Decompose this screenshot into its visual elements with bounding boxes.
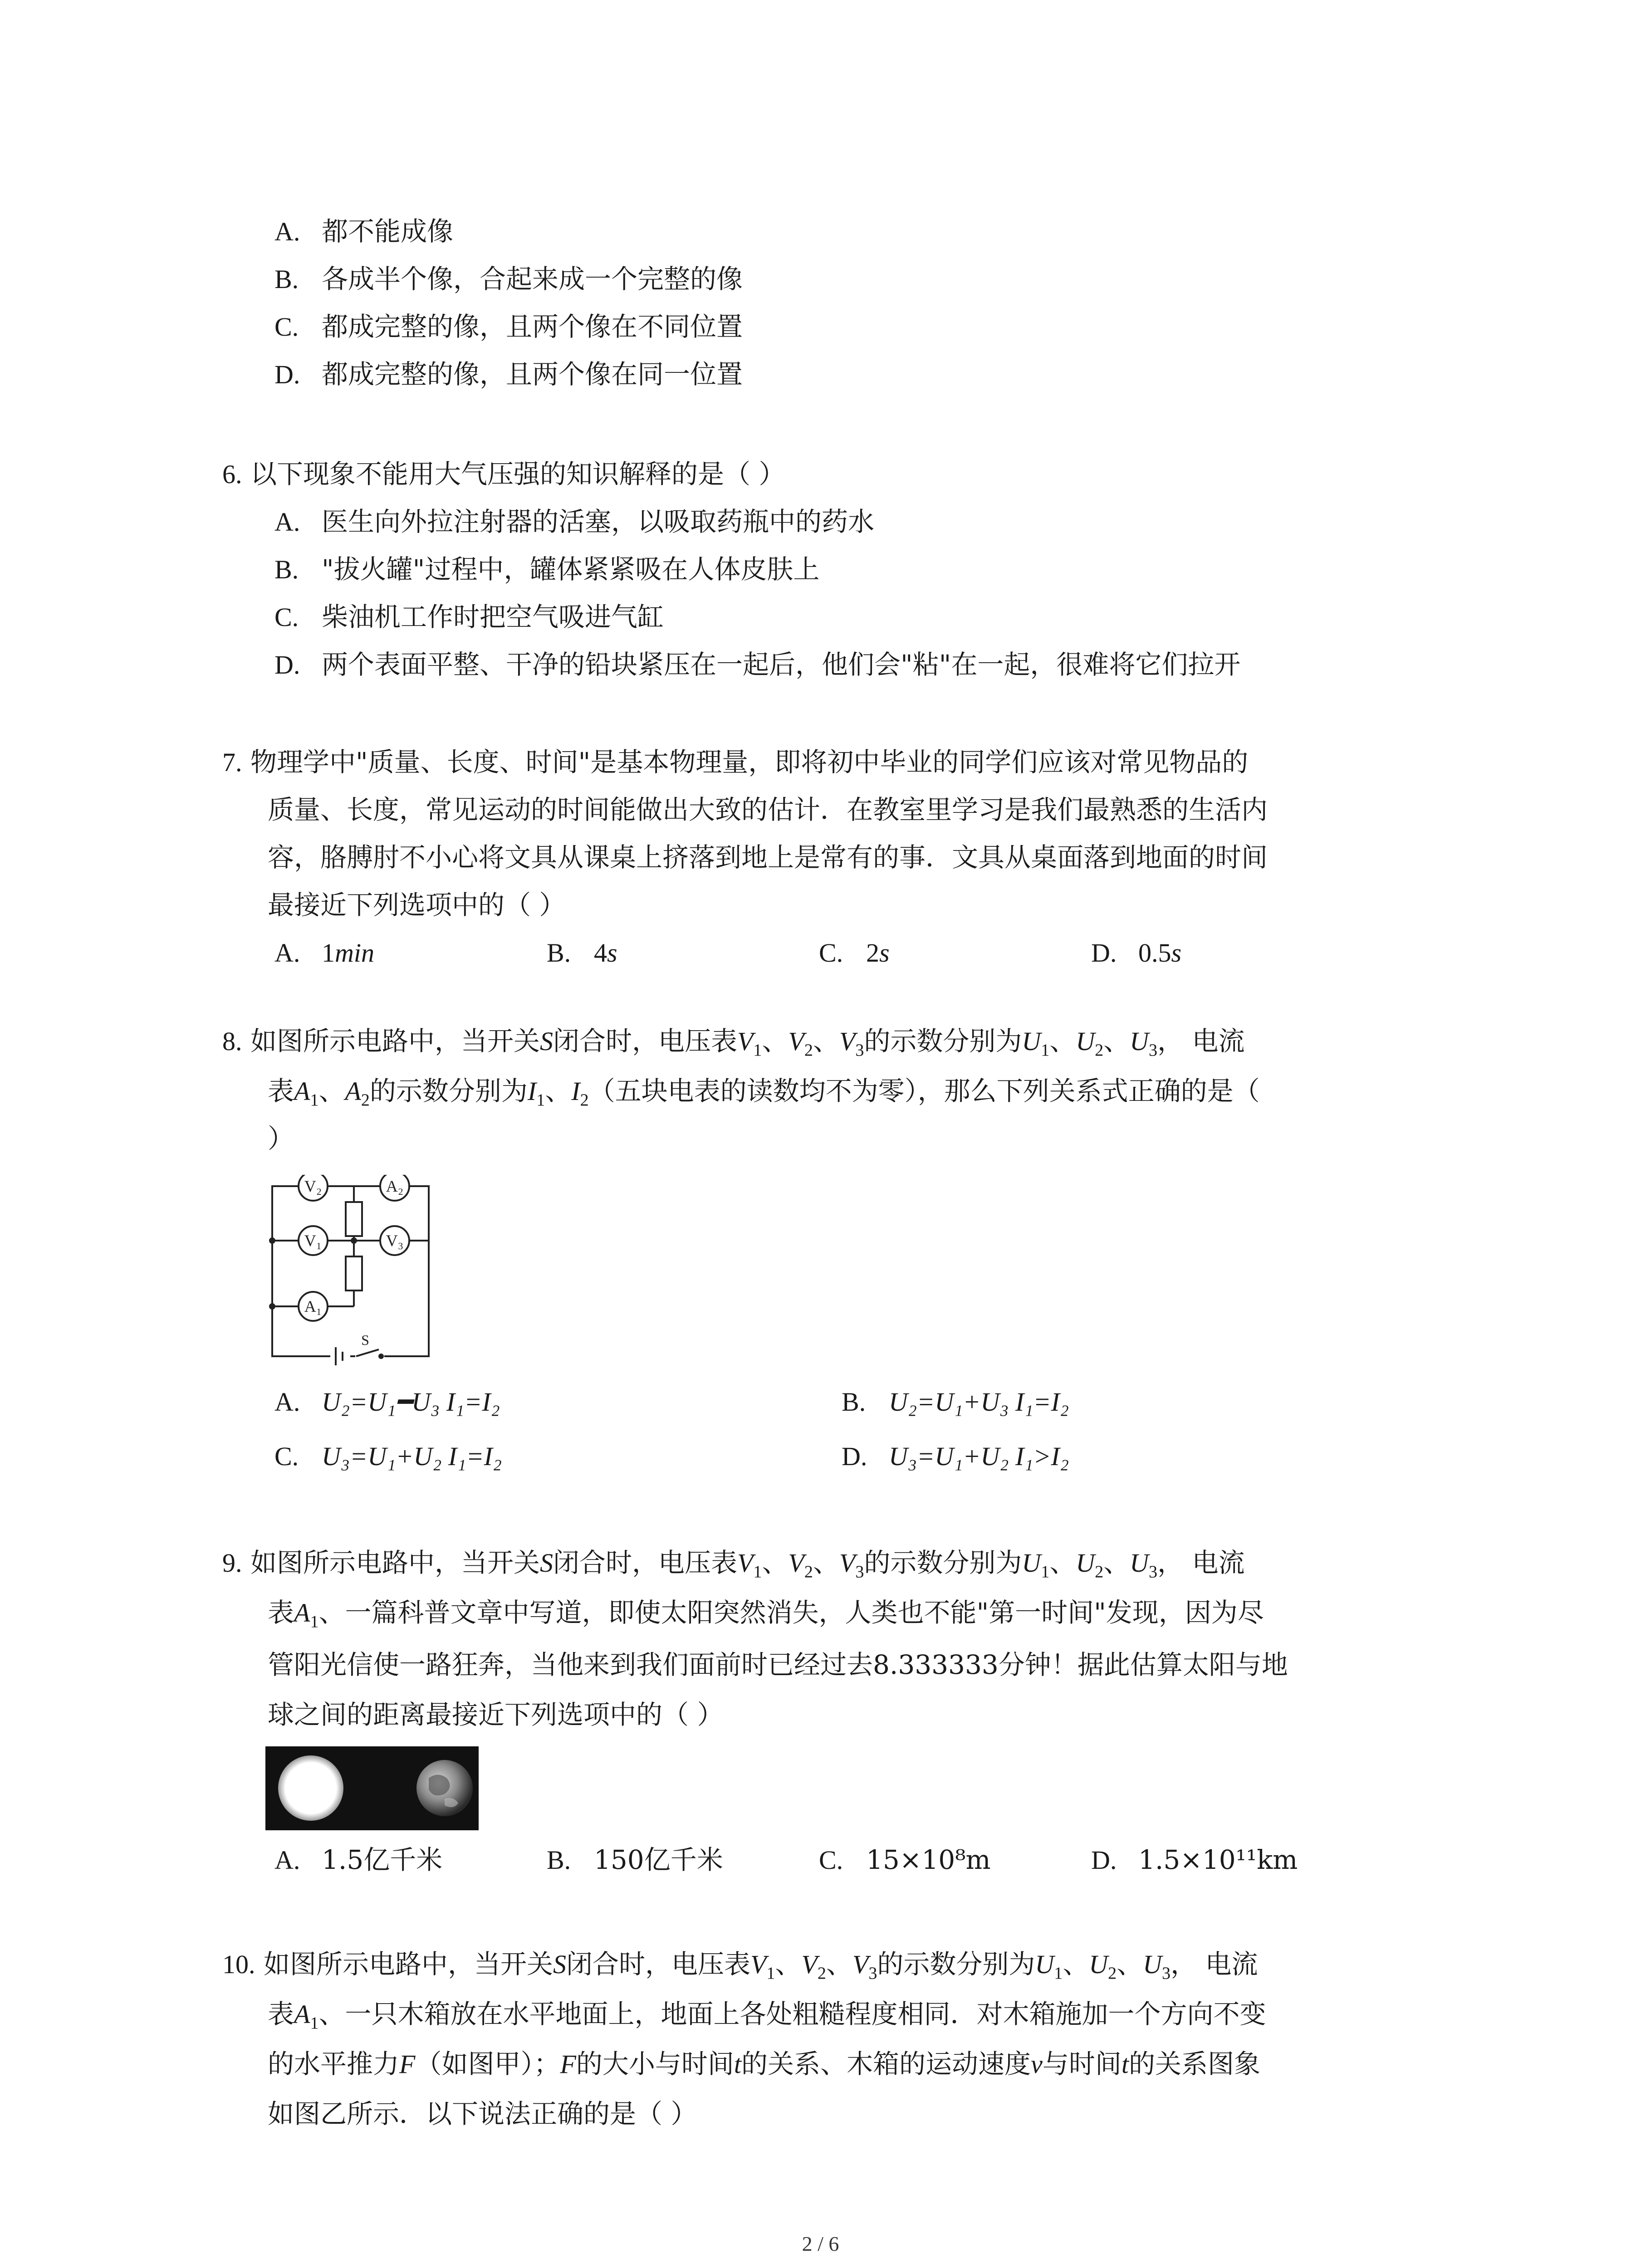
- q7-stem-line4: 最接近下列选项中的（ ）: [268, 890, 566, 920]
- q8-stem-line1: 8. 如图所示电路中，当开关S闭合时，电压表$V_1$、$V_2$、$V_3$的示数分别为$U_1$、$U_2$、$U_3$， 电流: [222, 1026, 1245, 1060]
- q10-stem-line1: 10. 如图所示电路中，当开关S闭合时，电压表$V_1$、$V_2$、$V_3$的示数分别为$U_1$、$U_2$、$U_3$， 电流: [222, 1949, 1258, 1983]
- v1-label: V₁: [304, 1232, 322, 1250]
- q9-option-b: B. 150亿千米: [547, 1844, 723, 1875]
- q6-option-c: C. 柴油机工作时把空气吸进气缸: [274, 601, 664, 632]
- q6-stem: 6. 以下现象不能用大气压强的知识解释的是（ ）: [222, 459, 785, 489]
- q5-option-c: C. 都成完整的像，且两个像在不同位置: [274, 311, 743, 342]
- page-number: 2 / 6: [802, 2232, 839, 2255]
- q7-option-a: A. 1min: [274, 938, 374, 968]
- sun-icon: [278, 1755, 343, 1821]
- v3-label: V₃: [386, 1232, 404, 1250]
- q7-option-c: C. 2s: [819, 938, 890, 968]
- q6-option-a: A. 医生向外拉注射器的活塞，以吸取药瓶中的药水: [274, 506, 875, 537]
- q7-stem-line1: 7. 物理学中"质量、长度、时间"是基本物理量，即将初中毕业的同学们应该对常见物品的: [222, 747, 1249, 777]
- q9-stem-line3: 管阳光信使一路狂奔，当他来到我们面前时已经过去8.333333分钟！据此估算太阳与地: [268, 1649, 1288, 1680]
- q5-option-a: A. 都不能成像: [274, 216, 454, 247]
- v2-label: V₂: [304, 1177, 322, 1195]
- q8-stem-line2: 表$A_1$、$A_2$的示数分别为$I_1$、$I_2$（五块电表的读数均不为零），那么下列关系式正确的是（: [268, 1075, 1260, 1110]
- q10-stem-line3: 的水平推力F（如图甲）；F的大小与时间t的关系、木箱的运动速度v与时间t的关系图象: [268, 2048, 1260, 2079]
- switch-label: S: [361, 1332, 369, 1348]
- q9-option-c: C. 15×10⁸m: [819, 1844, 991, 1875]
- sun-earth-image: [265, 1746, 479, 1830]
- q5-option-d: D. 都成完整的像，且两个像在同一位置: [274, 359, 743, 390]
- q6-option-d: D. 两个表面平整、干净的铅块紧压在一起后，他们会"粘"在一起，很难将它们拉开: [274, 649, 1241, 680]
- q7-stem-line3: 容，胳膊肘不小心将文具从课桌上挤落到地上是常有的事．文具从桌面落到地面的时间: [268, 842, 1268, 873]
- q9-option-d: D. 1.5×10¹¹km: [1091, 1844, 1298, 1875]
- q8-stem-line3: ）: [268, 1123, 294, 1154]
- q8-option-b: B. U₂=U₁+U₃ I₁=I₂: [842, 1387, 1069, 1417]
- q9-stem-line2: 表$A_1$、一篇科普文章中写道，即使太阳突然消失，人类也不能"第一时间"发现，因为尽: [268, 1597, 1264, 1632]
- q6-option-b: B. "拔火罐"过程中，罐体紧紧吸在人体皮肤上: [274, 554, 820, 585]
- q5-option-b: B. 各成半个像，合起来成一个完整的像: [274, 264, 743, 294]
- battery-icon: [331, 1347, 349, 1365]
- q10-stem-line4: 如图乙所示．以下说法正确的是（ ）: [268, 2098, 697, 2129]
- q7-option-d: D. 0.5s: [1091, 938, 1182, 968]
- q8-option-c: C. U₃=U₁+U₂ I₁=I₂: [274, 1442, 502, 1471]
- circuit-diagram: [263, 1175, 445, 1370]
- q8-option-a: A. U₂=U₁━U₃ I₁=I₂: [274, 1387, 500, 1417]
- q9-option-a: A. 1.5亿千米: [274, 1844, 443, 1875]
- q9-stem-line1: 9. 如图所示电路中，当开关S闭合时，电压表$V_1$、$V_2$、$V_3$的示数分别为$U_1$、$U_2$、$U_3$， 电流: [222, 1547, 1245, 1582]
- q8-option-d: D. U₃=U₁+U₂ I₁>I₂: [842, 1442, 1069, 1471]
- switch-icon: [356, 1349, 383, 1361]
- q10-stem-line2: 表$A_1$、一只木箱放在水平地面上，地面上各处粗糙程度相同．对木箱施加一个方向不变: [268, 1999, 1266, 2033]
- q7-option-b: B. 4s: [547, 938, 617, 968]
- q9-stem-line4: 球之间的距离最接近下列选项中的（ ）: [268, 1699, 724, 1730]
- a2-label: A₂: [386, 1177, 404, 1195]
- q7-stem-line2: 质量、长度，常见运动的时间能做出大致的估计．在教室里学习是我们最熟悉的生活内: [268, 794, 1268, 825]
- a1-label: A₁: [304, 1297, 322, 1315]
